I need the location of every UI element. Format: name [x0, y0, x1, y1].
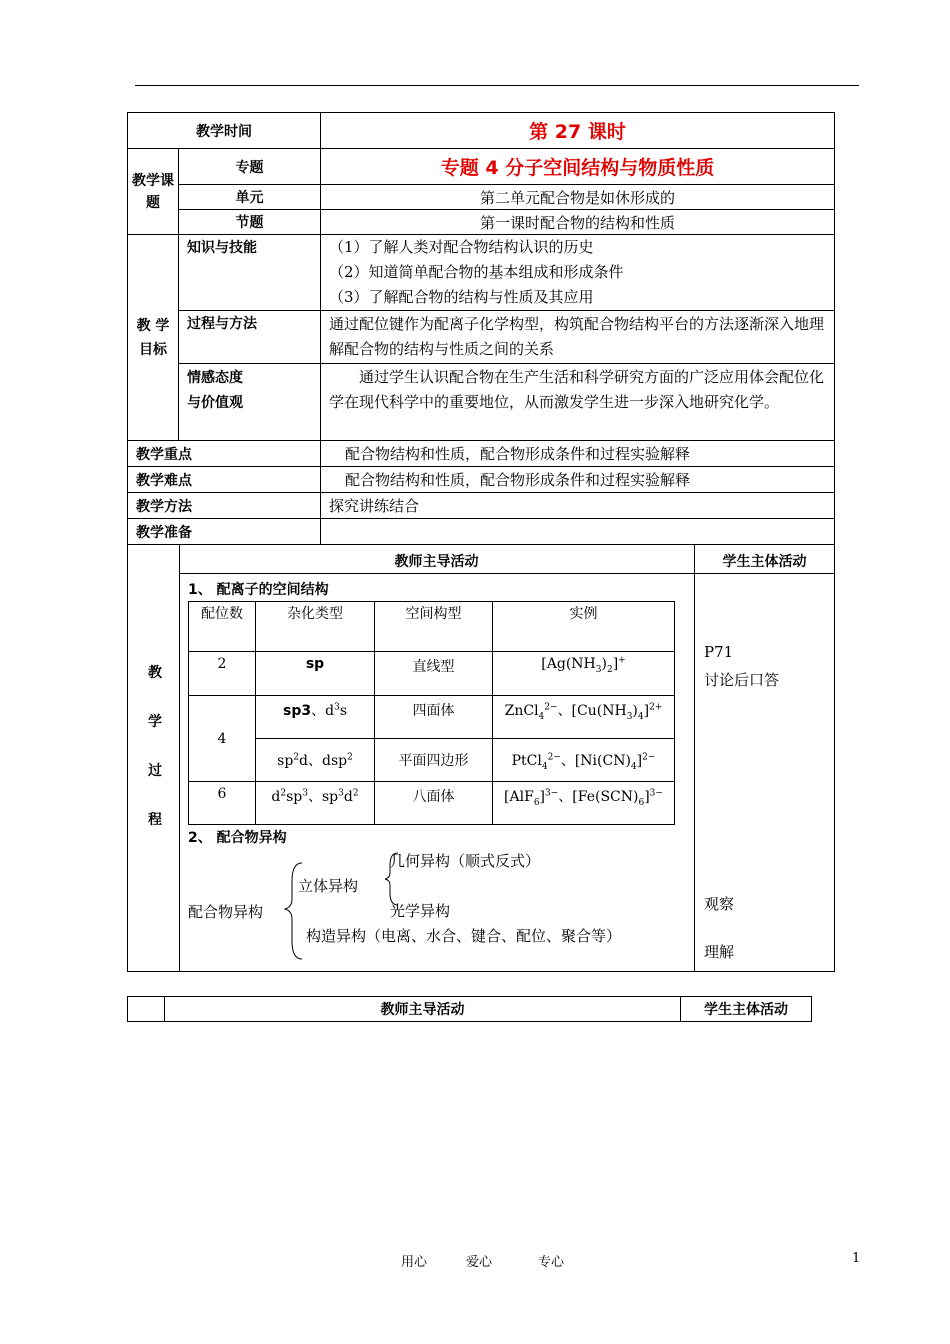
cell-cn-2: 2 — [189, 652, 256, 696]
footer-word: 专心 — [538, 1255, 565, 1270]
topic-group-label: 教学课题 — [128, 149, 179, 235]
student-note-discuss: 讨论后口答 — [704, 671, 780, 689]
footer-word: 爱心 — [466, 1255, 493, 1270]
lesson-plan-table — [127, 112, 835, 972]
topic-label: 专题 — [179, 149, 321, 185]
cell-example-zn: ZnCl$_4^{2-}$、$[Cu(NH_3)_4]^{2+}$ — [493, 696, 675, 739]
cell-cn-4: 4 — [189, 696, 256, 782]
key-value: 配合物结构和性质，配合物形成条件和过程实验解释 — [321, 441, 835, 467]
cell-cn-6: 6 — [189, 782, 256, 825]
continuation-blank-cell — [128, 997, 165, 1022]
student-note-page: P71 — [704, 643, 734, 661]
student-activity-header: 学生主体活动 — [722, 554, 807, 570]
continuation-student-header: 学生主体活动 — [681, 997, 812, 1022]
cell-example-pt: PtCl$_4^{2-}$、$[Ni(CN)_4]^{2-}$ — [493, 739, 675, 782]
hybridization-table — [188, 601, 675, 825]
isomerism-root: 配合物异构 — [188, 903, 264, 921]
isomerism-geometric: 几何异构（顺式反式） — [390, 852, 541, 870]
isomerism-stereo: 立体异构 — [298, 877, 359, 895]
key-label: 教学重点 — [128, 441, 321, 467]
cell-hyb-sp3: sp3、$d^3s$ — [256, 696, 375, 739]
cell-shape-linear: 直线型 — [375, 652, 493, 696]
cell-shape-square-planar: 平面四边形 — [375, 739, 493, 782]
cell-example-al: $[AlF_6]^{3-}$、$[Fe(SCN)_6]^{3-}$ — [493, 782, 675, 825]
cell-hyb-d2sp3: $d^2sp^3$、$sp^3d^2$ — [256, 782, 375, 825]
section-label: 节题 — [179, 210, 321, 235]
goals-group-label: 教 学 目标 — [128, 235, 179, 441]
process-text: 通过配位键作为配离子化学构型，构筑配合物结构平台的方法逐渐深入地理解配合物的结构与性质之间的关系 — [321, 311, 835, 364]
cell-shape-tetrahedral: 四面体 — [375, 696, 493, 739]
th-example: 实例 — [493, 602, 675, 652]
process-group-label: 教 学 过 程 — [148, 665, 162, 828]
process-label: 过程与方法 — [179, 311, 321, 364]
cell-hyb-sp: sp — [256, 652, 375, 696]
continuation-table — [127, 996, 812, 1022]
teacher-activity-header: 教师主导活动 — [394, 554, 479, 570]
prep-value — [321, 519, 835, 545]
unit-label: 单元 — [179, 185, 321, 210]
section-1-heading: 1、 配离子的空间结构 — [188, 582, 329, 598]
student-note-observe: 观察 — [704, 895, 735, 913]
th-hybridization: 杂化类型 — [256, 602, 375, 652]
student-note-understand: 理解 — [704, 943, 735, 961]
process-section — [128, 545, 835, 972]
knowledge-item: （1）了解人类对配合物结构认识的历史 — [329, 238, 594, 256]
time-label: 教学时间 — [128, 113, 321, 149]
th-geometry: 空间构型 — [375, 602, 493, 652]
emotion-label: 情感态度 与价值观 — [179, 364, 321, 441]
knowledge-label: 知识与技能 — [179, 235, 321, 311]
header-rule — [135, 85, 859, 86]
method-label: 教学方法 — [128, 493, 321, 519]
prep-label: 教学准备 — [128, 519, 321, 545]
knowledge-item: （2）知道简单配合物的基本组成和形成条件 — [329, 263, 624, 281]
cell-hyb-sp2d: $sp^2d$、dsp$^2$ — [256, 739, 375, 782]
continuation-teacher-header: 教师主导活动 — [165, 997, 681, 1022]
section-2-heading: 2、 配合物异构 — [188, 830, 287, 846]
section-value: 第一课时配合物的结构和性质 — [321, 210, 835, 235]
method-value: 探究讲练结合 — [321, 493, 835, 519]
unit-value: 第二单元配合物是如休形成的 — [321, 185, 835, 210]
isomerism-structural: 构造异构（电离、水合、键合、配位、聚合等） — [306, 927, 622, 945]
topic-value: 专题 4 分子空间结构与物质性质 — [321, 149, 835, 185]
knowledge-items — [321, 235, 835, 311]
difficulty-label: 教学难点 — [128, 467, 321, 493]
cell-shape-octahedral: 八面体 — [375, 782, 493, 825]
page-number: 1 — [852, 1251, 861, 1266]
footer-word: 用心 — [401, 1255, 428, 1270]
cell-example-ag: $[Ag(NH_3)_2]^+$ — [493, 652, 675, 696]
lesson-number: 第 27 课时 — [321, 113, 835, 149]
difficulty-value: 配合物结构和性质，配合物形成条件和过程实验解释 — [321, 467, 835, 493]
isomerism-optical: 光学异构 — [390, 902, 451, 920]
th-coordination-number: 配位数 — [189, 602, 256, 652]
knowledge-item: （3）了解配合物的结构与性质及其应用 — [329, 288, 594, 306]
emotion-text: 通过学生认识配合物在生产生活和科学研究方面的广泛应用体会配位化学在现代科学中的重要地位，从而激发学生进一步深入地研究化学。 — [321, 364, 835, 441]
